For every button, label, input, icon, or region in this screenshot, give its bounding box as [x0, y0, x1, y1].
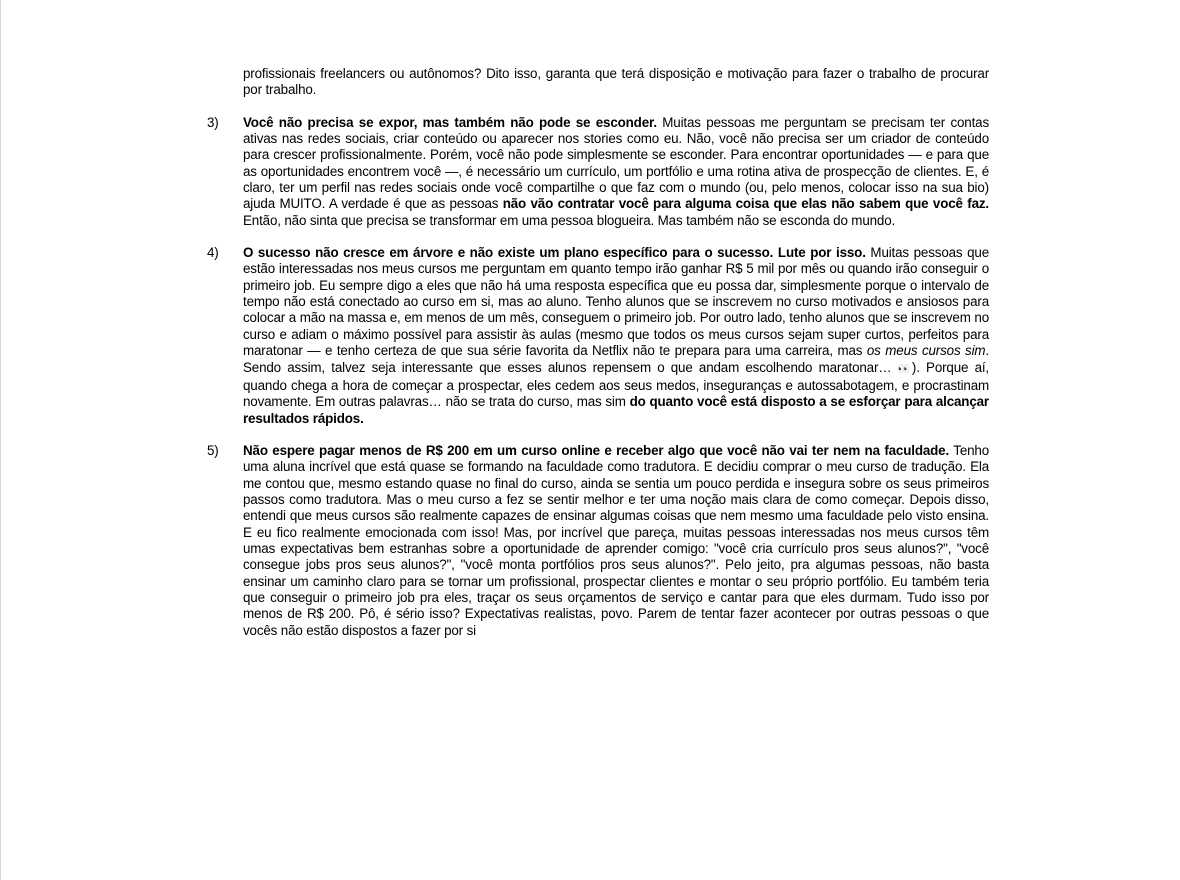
- text-run: profissionais freelancers ou autônomos? Dito isso, garanta que terá disposição e motivação para fazer o trabalho de procurar por trabalho.: [243, 66, 989, 98]
- text-run: Muitas pessoas me perguntam se precisam ter contas ativas nas redes sociais, criar conteúdo ou aparecer nos stories como eu. Não, você não precisa ser um criador de conteúdo para crescer profissionalmente. Porém, você não pode simplesmente se esconder. Para encontrar oportunidades — e para que as oportunidades encontrem você —, é necessário um currículo, um portfólio e uma rotina ativa de prospecção de clientes. E, é claro, ter um perfil nas redes sociais onde você compartilhe o que faz com o mundo (ou, pelo menos, colocar isso na sua bio) ajuda MUITO. A verdade é que as pessoas: [243, 114, 990, 212]
- list-item-5-body: [243, 443, 989, 639]
- list-item-5-marker: 5): [207, 442, 219, 458]
- bold-run: O sucesso não cresce em árvore e não existe um plano específico para o sucesso. Lute por isso.: [243, 245, 866, 261]
- intro-continuation-paragraph-body: [243, 66, 989, 99]
- list-item-5: [199, 443, 989, 639]
- list-item-4-body: [243, 245, 989, 427]
- text-run: Tenho uma aluna incrível que está quase se formando na faculdade como tradutora. E decidiu comprar o meu curso de tradução. Ela me contou que, mesmo estando quase no final do curso, ainda se sentia um pouco perdida e insegura sobre os seus primeiros passos como tradutora. Mas o meu curso a fez se sentir melhor e ter uma noção mais clara de como começar. Depois disso, entendi que meus cursos são realmente capazes de ensinar algumas coisas que nem mesmo uma faculdade pelo visto ensina. E eu fico realmente emocionada com isso! Mas, por incrível que pareça, muitas pessoas interessadas nos meus cursos têm umas expectativas bem estranhas sobre a oportunidade de aprender comigo: "você cria currículo pros seus alunos?", "você consegue jobs pros seus alunos?", "você monta portfólios pros seus alunos?". Pelo jeito, pra algumas pessoas, não basta ensinar um caminho claro para se tornar um profissional, prospectar clientes e montar o seu próprio portfólio. Eu também teria que conseguir o primeiro job pra eles, traçar os seus orçamentos de serviço e cantar para que eles durmam. Tudo isso por menos de R$ 200. Pô, é sério isso? Expectativas realistas, povo. Parem de tentar fazer acontecer por outras pessoas o que vocês não estão dispostos a fazer por si: [243, 442, 990, 638]
- bold-run: Não espere pagar menos de R$ 200 em um curso online e receber algo que você não vai ter nem na faculdade.: [243, 442, 950, 458]
- list-item-4: [199, 245, 989, 427]
- list-item-3-marker: 3): [207, 114, 219, 130]
- text-run: . Sendo assim, talvez seja interessante que esses alunos repensem o que andam escolhendo maratonar…: [243, 343, 989, 375]
- bold-run: do quanto você está disposto a se esforçar para alcançar resultados rápidos.: [243, 394, 989, 426]
- text-column: [199, 66, 989, 655]
- text-run: Muitas pessoas que estão interessadas nos meus cursos me perguntam em quanto tempo irão ganhar R$ 5 mil por mês ou quando irão conseguir o primeiro job. Eu sempre digo a eles que não há uma resposta específica que eu possa dar, simplesmente porque o intervalo de tempo não está conectado ao curso em si, mas ao aluno. Tenho alunos que se inscrevem no curso motivados e ansiosos para colocar a mão na massa e, em menos de um mês, conseguem o primeiro job. Por outro lado, tenho alunos que se inscrevem no curso e adiam o máximo possível para assistir às aulas (mesmo que todos os meus cursos sejam super curtos, perfeitos para maratonar — e tenho certeza de que sua série favorita da Netflix não te prepara para uma carreira, mas: [243, 245, 989, 359]
- eyes-icon: 👀: [897, 363, 912, 375]
- list-item-3-body: [243, 115, 989, 229]
- intro-continuation-paragraph: [199, 66, 989, 99]
- text-run: ). Porque aí, quando chega a hora de começar a prospectar, eles cedem aos seus medos, inseguranças e autossabotagem, e procrastinam novamente. Em outras palavras… não se trata do curso, mas sim: [243, 359, 990, 410]
- bold-run: não vão contratar você para alguma coisa que elas não sabem que você faz.: [502, 196, 989, 212]
- text-run: Então, não sinta que precisa se transformar em uma pessoa blogueira. Mas também não se esconda do mundo.: [243, 212, 896, 228]
- list-item-3: [199, 115, 989, 229]
- list-item-4-marker: 4): [207, 245, 219, 261]
- italic-run: os meus cursos sim: [866, 343, 986, 359]
- bold-run: Você não precisa se expor, mas também não pode se esconder.: [243, 114, 657, 130]
